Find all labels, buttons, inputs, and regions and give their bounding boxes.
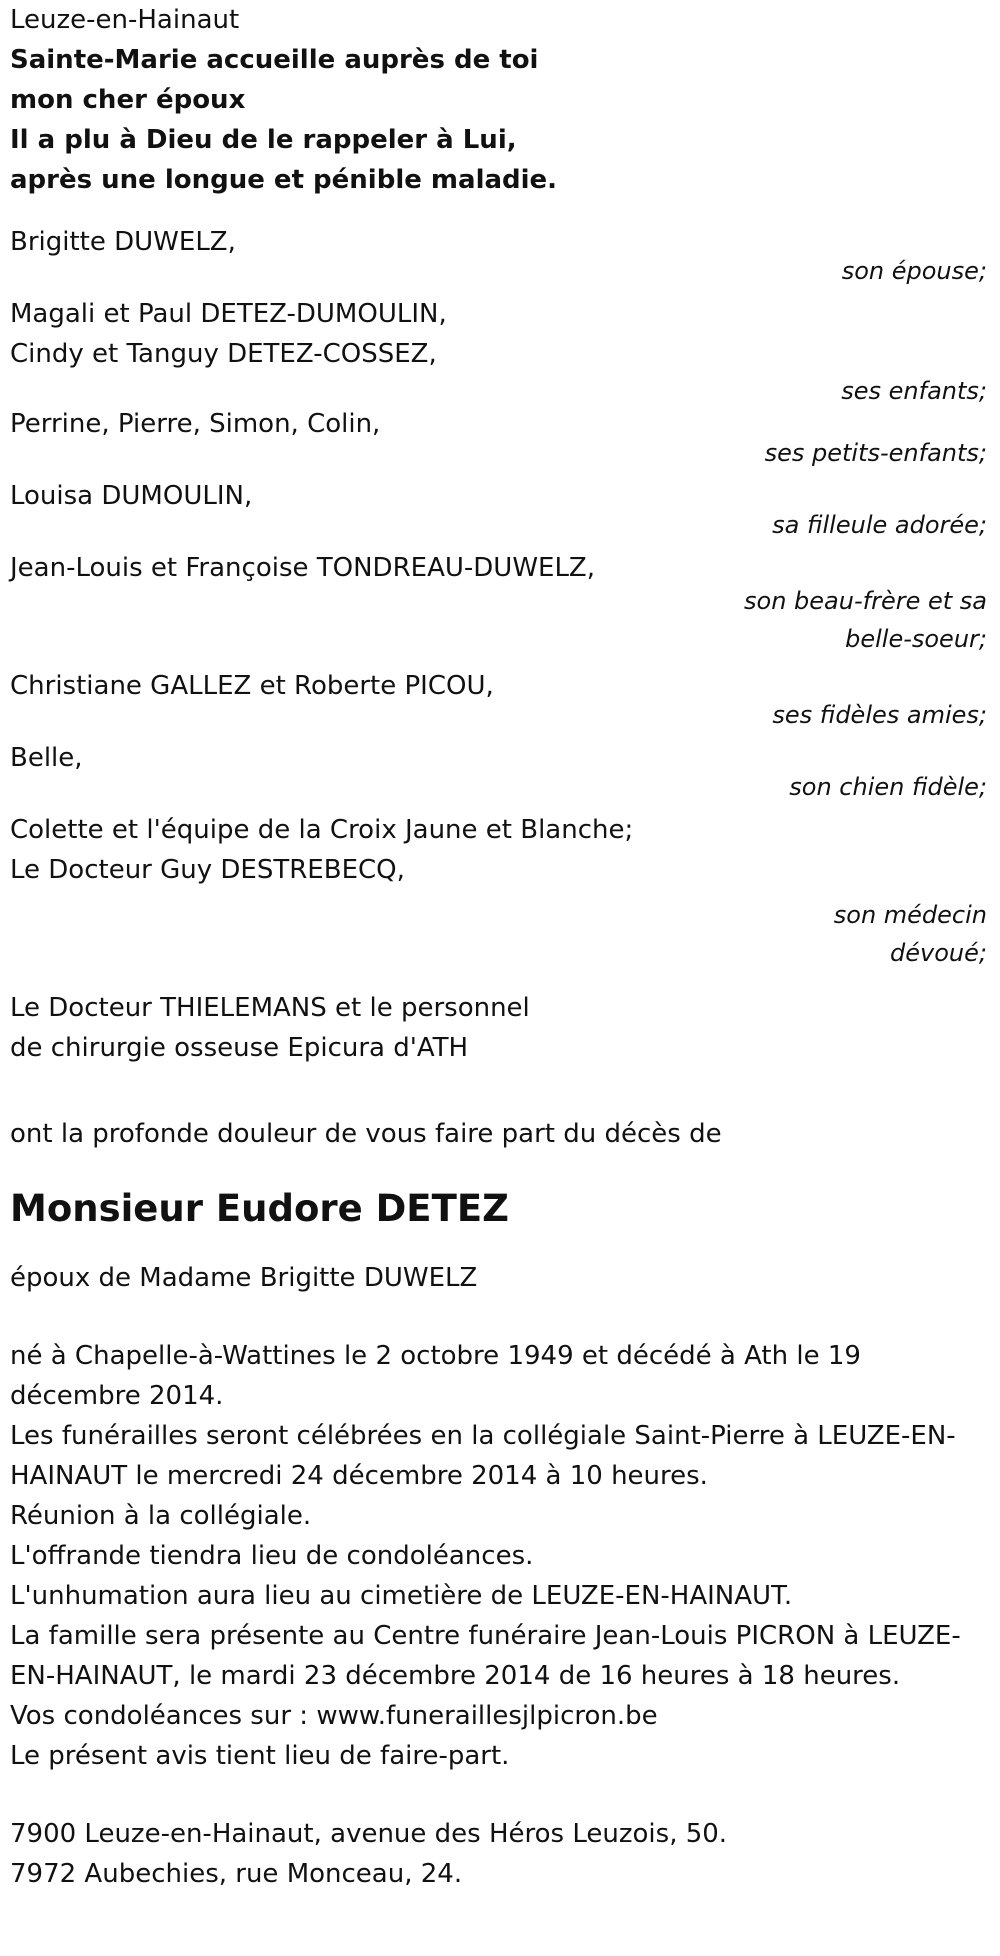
- detail-paragraph: L'unhumation aura lieu au cimetière de LEUZE-EN-HAINAUT.: [10, 1581, 793, 1611]
- intro-line: après une longue et pénible maladie.: [10, 165, 558, 195]
- family-relation: son épouse;: [841, 257, 987, 285]
- family-names: Colette et l'équipe de la Croix Jaune et Blanche;: [10, 815, 634, 845]
- family-relation: son médecin: [833, 901, 987, 929]
- family-relation: dévoué;: [890, 939, 987, 967]
- family-names: Belle,: [10, 743, 83, 773]
- family-names: Christiane GALLEZ et Roberte PICOU,: [10, 671, 494, 701]
- family-names: Le Docteur Guy DESTREBECQ,: [10, 855, 405, 885]
- family-relation: son chien fidèle;: [789, 773, 987, 801]
- family-names: Cindy et Tanguy DETEZ-COSSEZ,: [10, 339, 437, 369]
- family-relation: ses enfants;: [841, 377, 987, 405]
- intro-line: mon cher époux: [10, 85, 246, 115]
- family-entry: [10, 294, 990, 410]
- detail-paragraph: La famille sera présente au Centre funéraire Jean-Louis PICRON à LEUZE-EN-HAINAUT, le mardi 23 décembre 2014 de 16 heures à 18 heures.: [10, 1621, 961, 1691]
- family-relation: ses petits-enfants;: [764, 439, 987, 467]
- address-line: 7900 Leuze-en-Hainaut, avenue des Héros Leuzois, 50.: [10, 1819, 728, 1849]
- family-names: Brigitte DUWELZ,: [10, 227, 236, 257]
- family-entry: [10, 222, 990, 290]
- family-names: Magali et Paul DETEZ-DUMOULIN,: [10, 299, 447, 329]
- family-relation: son beau-frère et sa: [744, 587, 987, 615]
- family-relation: belle-soeur;: [845, 625, 987, 653]
- detail-paragraph: Réunion à la collégiale.: [10, 1501, 312, 1531]
- family-relation: sa filleule adorée;: [772, 511, 987, 539]
- spouse-line: époux de Madame Brigitte DUWELZ: [10, 1263, 478, 1293]
- family-names: Perrine, Pierre, Simon, Colin,: [10, 409, 381, 439]
- family-names: Louisa DUMOULIN,: [10, 481, 253, 511]
- location-line: Leuze-en-Hainaut: [10, 5, 240, 35]
- intro-block: [10, 40, 990, 200]
- family-entry: [10, 810, 990, 972]
- intro-line: Sainte-Marie accueille auprès de toi: [10, 45, 539, 75]
- family-entry: [10, 476, 990, 544]
- family-entry: [10, 738, 990, 806]
- family-entry: [10, 666, 990, 734]
- detail-paragraph: né à Chapelle-à-Wattines le 2 octobre 1949 et décédé à Ath le 19 décembre 2014.: [10, 1341, 861, 1411]
- address-line: 7972 Aubechies, rue Monceau, 24.: [10, 1859, 463, 1889]
- family-names: Le Docteur THIELEMANS et le personnel: [10, 993, 530, 1023]
- family-list: [10, 222, 990, 1068]
- family-entry: [10, 404, 990, 472]
- deceased-name: Monsieur Eudore DETEZ: [10, 1187, 509, 1230]
- family-names: Jean-Louis et Françoise TONDREAU-DUWELZ,: [10, 553, 596, 583]
- addresses-block: [10, 1814, 990, 1894]
- detail-paragraph: Le présent avis tient lieu de faire-part.: [10, 1741, 510, 1771]
- details-block: [10, 1336, 970, 1776]
- detail-paragraph: Les funérailles seront célébrées en la collégiale Saint-Pierre à LEUZE-EN-HAINAUT le mercredi 24 décembre 2014 à 10 heures.: [10, 1421, 956, 1491]
- family-relation: ses fidèles amies;: [772, 701, 987, 729]
- announcement-line: ont la profonde douleur de vous faire part du décès de: [10, 1119, 722, 1149]
- detail-paragraph: L'offrande tiendra lieu de condoléances.: [10, 1541, 534, 1571]
- detail-paragraph: Vos condoléances sur : www.funeraillesjlpicron.be: [10, 1701, 658, 1731]
- family-entry: [10, 988, 990, 1068]
- family-names: de chirurgie osseuse Epicura d'ATH: [10, 1033, 469, 1063]
- family-entry: [10, 548, 990, 658]
- intro-line: Il a plu à Dieu de le rappeler à Lui,: [10, 125, 517, 155]
